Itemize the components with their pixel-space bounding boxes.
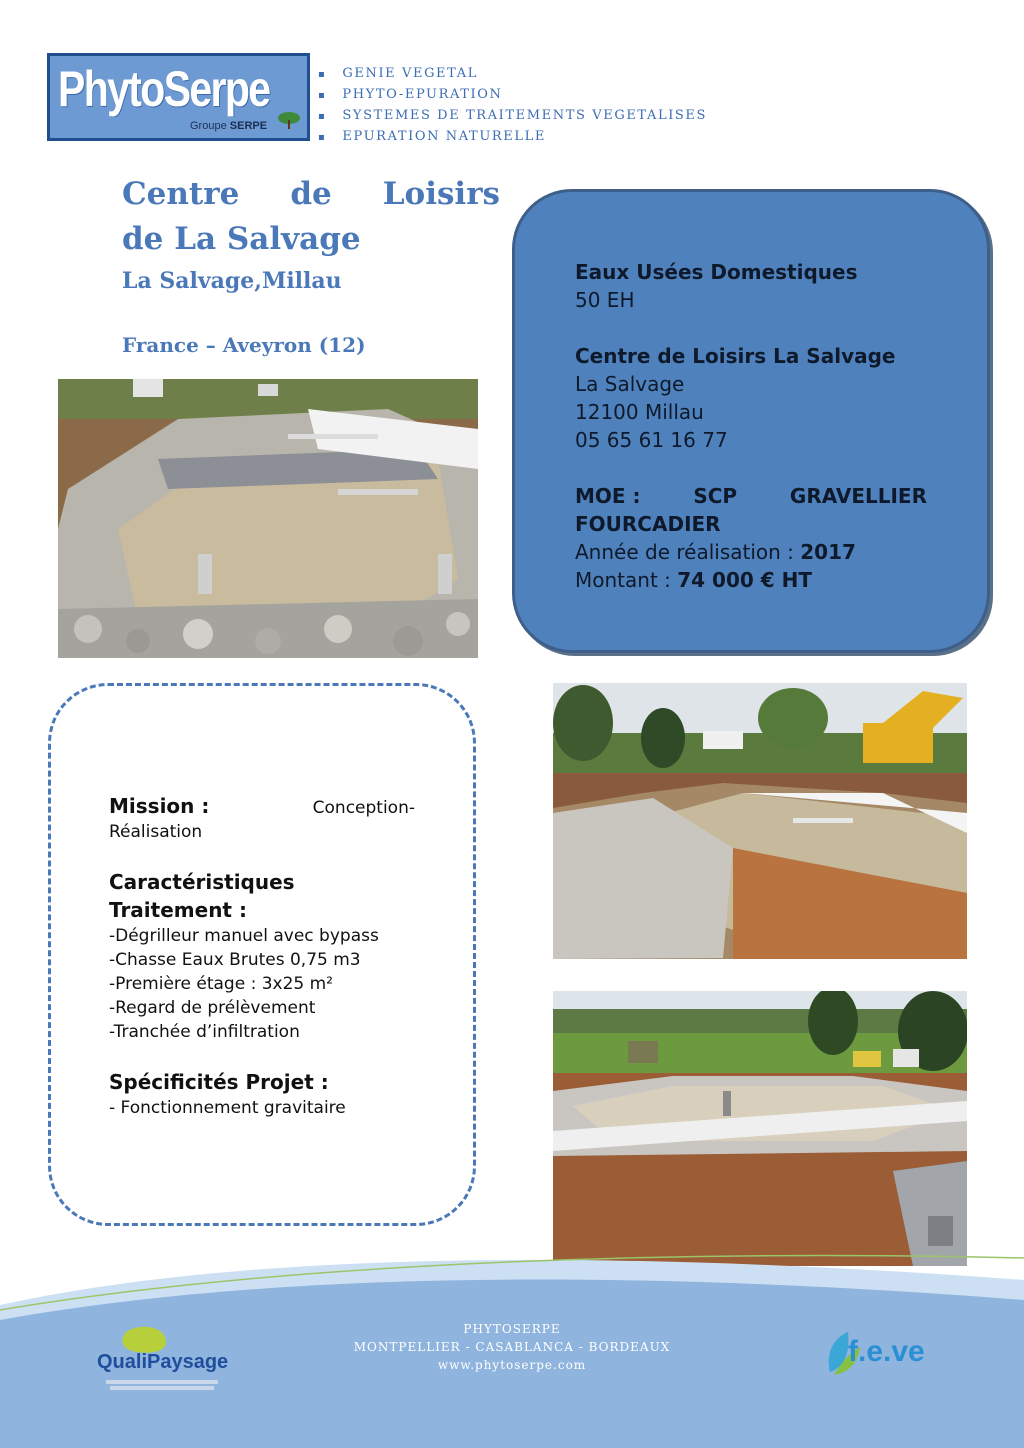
info-card-text: Eaux Usées Domestiques 50 EH Centre de Loisirs La Salvage La Salvage 12100 Millau 05 65 61 16 77 MOE : SCP GRAVELLIER FOURCADIER Année de réalisation : 2017 Montant : 74 000 € HT <box>575 260 927 592</box>
amount-line: Montant : 74 000 € HT <box>575 568 813 592</box>
year-line: Année de réalisation : 2017 <box>575 540 856 564</box>
capacity: 50 EH <box>575 288 635 312</box>
mission-value: Conception- <box>312 798 415 818</box>
site-photo-2 <box>553 683 967 959</box>
site-photo-3 <box>553 991 967 1266</box>
site-photo-1 <box>58 379 478 658</box>
footer-cities: MONTPELLIER - CASABLANCA - BORDEAUX <box>353 1340 671 1354</box>
service-item: ▪ PHYTO-EPURATION <box>318 84 707 105</box>
project-location: La Salvage,Millau <box>122 268 342 294</box>
mission-details: Mission : Conception- Réalisation Caractéristiques Traitement : -Dégrilleur manuel avec bypass -Chasse Eaux Brutes 0,75 m3 -Première étage : 3x25 m² -Regard de prélèvement -Tranchée d’infiltration Spécificités Projet : - Fonctionnement gravitaire <box>109 794 415 1118</box>
service-item: ▪ GENIE VEGETAL <box>318 63 707 84</box>
service-item: ▪ SYSTEMES DE TRAITEMENTS VEGETALISES <box>318 105 707 126</box>
address-line: 12100 Millau <box>575 400 704 424</box>
mission-label: Mission : <box>109 794 210 818</box>
specifics-heading: Spécificités Projet : <box>109 1070 329 1094</box>
project-region: France – Aveyron (12) <box>122 333 366 357</box>
list-item: -Tranchée d’infiltration <box>109 1022 300 1042</box>
list-item: - Fonctionnement gravitaire <box>109 1098 346 1118</box>
list-item: -Dégrilleur manuel avec bypass <box>109 926 379 946</box>
qualipaysage-logo: QualiPaysage <box>97 1351 229 1373</box>
wastewater-type: Eaux Usées Domestiques <box>575 260 858 284</box>
footer-website[interactable]: www.phytoserpe.com <box>437 1358 587 1372</box>
logo-group: Groupe SERPE <box>190 120 268 132</box>
address-line: La Salvage <box>575 372 685 396</box>
list-item: -Chasse Eaux Brutes 0,75 m3 <box>109 950 361 970</box>
list-item: -Regard de prélèvement <box>109 998 316 1018</box>
footer-company: PHYTOSERPE <box>463 1322 561 1336</box>
phone-number: 05 65 61 16 77 <box>575 428 728 452</box>
project-title: Centre de Loisirs de La Salvage <box>122 176 500 257</box>
phytoserpe-logo <box>47 53 310 141</box>
service-item: ▪ EPURATION NATURELLE <box>318 126 707 147</box>
moe-line: MOE : SCP GRAVELLIER <box>575 484 927 508</box>
tree-icon <box>277 110 301 130</box>
list-item: -Première étage : 3x25 m² <box>109 974 333 994</box>
characteristics-heading: Caractéristiques <box>109 870 295 894</box>
feve-logo: f.e.ve <box>848 1335 925 1368</box>
logo-text: PhytoSerpe <box>58 61 270 117</box>
services-list <box>318 63 707 147</box>
client-name: Centre de Loisirs La Salvage <box>575 344 896 368</box>
